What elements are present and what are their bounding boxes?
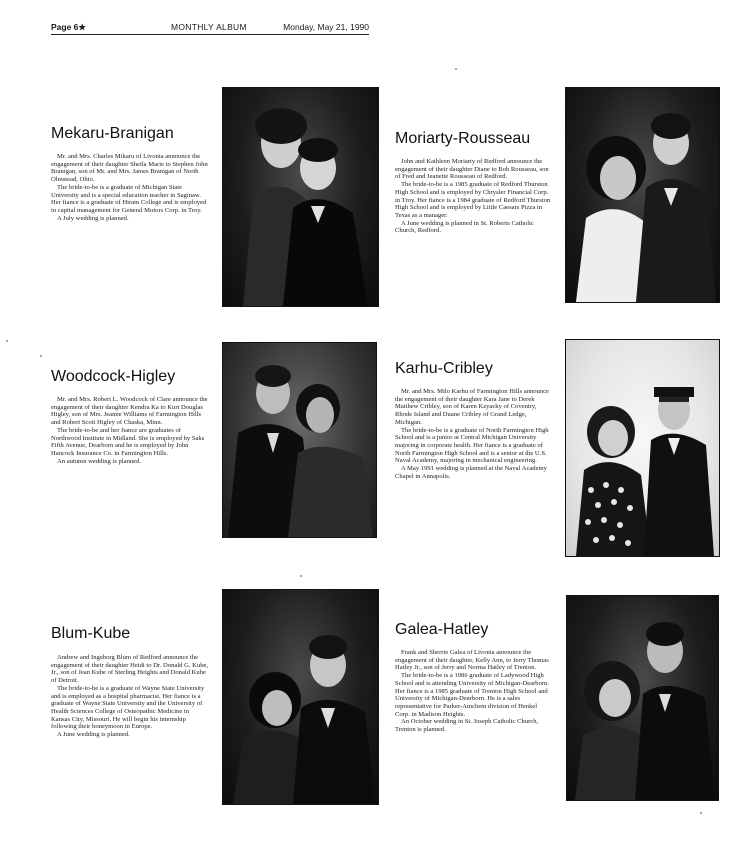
announcement-names: Woodcock-Higley bbox=[51, 368, 176, 385]
announcement-paragraph: A July wedding is planned. bbox=[57, 214, 129, 222]
announcement-names: Mekaru-Branigan bbox=[51, 125, 174, 142]
announcement-paragraph: An October wedding in St. Joseph Catholic Church, Trenton is planned. bbox=[395, 718, 539, 734]
announcement-names: Galea-Hatley bbox=[395, 621, 489, 638]
announcement-paragraph: John and Kathleen Moriarty of Redford announce the engagement of their daughter Diane to Bob Rousseau, son of Fred and Jeanette Rousseau of Redford. bbox=[395, 158, 549, 181]
couple-portrait-graphic bbox=[566, 88, 719, 302]
couple-portrait-graphic bbox=[567, 596, 718, 800]
publication-title: MONTHLY ALBUM bbox=[171, 22, 247, 32]
engagement-photo bbox=[565, 339, 720, 557]
announcement-names: Karhu-Cribley bbox=[395, 360, 493, 377]
announcement-paragraph: Frank and Sherrie Galea of Livonia announce the engagement of their daughter, Kelly Ann, to Jerry Thomas Hatley Jr., son of Jerry and Norma Hatley of Trenton. bbox=[395, 649, 549, 672]
announcement-paragraph: The bride-to-be is a 1986 graduate of Ladywood High School and is attending University of Michigan-Dearborn. Her fiance is a 1985 graduate of Trenton High School and University of Michigan-Dearborn. He is a sales representative for Parker-Amchem division of Henkel Corp. in Madison Heights. bbox=[395, 672, 550, 718]
engagement-photo bbox=[222, 342, 377, 538]
announcement-text bbox=[51, 153, 209, 222]
announcement-names: Blum-Kube bbox=[51, 625, 131, 642]
announcement-paragraph: Mr. and Mrs. Robert L. Woodcock of Clare announce the engagement of their daughter Kendra Ka to Kurt Douglas Higley, son of Mrs. Jeanne Williams of Farmington Hills and Robert Scott Higley of Chaska, Minn. bbox=[51, 396, 208, 427]
couple-portrait-graphic bbox=[566, 340, 719, 556]
announcement-paragraph: The bride-to-be is a graduate of Wayne State University and is employed as a hospital pharmacist. Her fiance is a graduate of Wayne State University and the University of Health Sciences College of Osteopathic Medicine in Kansas City, Missouri. He will begin his internship following their honeymoon in Europe. bbox=[51, 684, 205, 731]
couple-portrait-graphic bbox=[223, 343, 376, 537]
announcement-paragraph: The bride-to-be is a graduate of Michigan State University and is a special education teacher in Saginaw. Her fiance is a graduate of Hiram College and is employed in capital management for General Motors Corp. in Troy. bbox=[51, 183, 207, 214]
engagement-photo bbox=[565, 87, 720, 303]
announcement-paragraph: A May 1991 wedding is planned at the Naval Academy Chapel in Annapolis. bbox=[395, 465, 547, 480]
announcement-paragraph: Andrew and Ingeborg Blum of Redford announce the engagement of their daughter Heidi to Dr. Donald G. Kube, Jr., son of Jean Kube of Sterling Heights and Donald Kube of Detroit. bbox=[51, 654, 209, 685]
announcement-paragraph: An autumn wedding is planned. bbox=[57, 457, 142, 465]
announcement-text bbox=[395, 388, 553, 480]
print-speck bbox=[455, 68, 457, 70]
announcement-names: Moriarty-Rousseau bbox=[395, 130, 531, 147]
announcement-text bbox=[51, 396, 209, 465]
announcement-paragraph: Mr. and Mrs. Milo Karhu of Farmington Hills announce the engagement of their daughter Kara Jane to Derek Matthew Cribley, son of Karen Kzyacky of Coventry, Rhode Island and Duane Cribley of Grand Ledge, Michigan. bbox=[395, 388, 549, 426]
announcement-text bbox=[51, 654, 209, 739]
print-speck bbox=[700, 812, 702, 814]
announcement-paragraph: The bride-to-be is a 1985 graduate of Redford Thurston High School and is employed by Chrysler Financial Corp. in Troy. Her fiance is a 1984 graduate of Redford Thurston High School and is employed by Little Caesars Pizza in Texas as a manager. bbox=[395, 181, 551, 219]
announcement-text bbox=[395, 649, 553, 734]
page-number: Page 6★ bbox=[51, 22, 87, 32]
couple-portrait-graphic bbox=[223, 590, 378, 804]
publication-date: Monday, May 21, 1990 bbox=[283, 22, 369, 32]
engagement-photo bbox=[566, 595, 719, 801]
announcement-paragraph: A June wedding is planned. bbox=[57, 731, 130, 739]
print-speck bbox=[40, 355, 42, 357]
announcement-paragraph: The bride-to-be and her fiance are graduates of Northwood Institute in Midland. She is employed by Saks Fifth Avenue, Dearborn and he is employed by John Hancock Insurance Co. in Farmington Hills. bbox=[51, 426, 205, 457]
print-speck bbox=[6, 340, 8, 342]
print-speck bbox=[300, 575, 302, 577]
engagement-photo bbox=[222, 589, 379, 805]
page-header bbox=[51, 22, 369, 35]
couple-portrait-graphic bbox=[223, 88, 378, 306]
announcement-paragraph: The bride-to-be is a graduate of North Farmington High School and is a junior at Central Michigan University majoring in corporate health. Her fiance is a graduate of North Farmington High School and is a senior at the U.S. Naval Academy, majoring in mechanical engineering. bbox=[395, 426, 549, 465]
announcement-paragraph: A June wedding is planned in St. Roberts Catholic Church, Redford. bbox=[395, 219, 534, 235]
announcement-paragraph: Mr. and Mrs. Charles Mikaru of Livonia announce the engagement of their daughter Sheila Marie to Stephen John Branigan, son of Mr. and Mrs. James Branigan of North Olmstead, Ohio. bbox=[51, 153, 208, 184]
engagement-photo bbox=[222, 87, 379, 307]
announcement-text bbox=[395, 158, 553, 235]
